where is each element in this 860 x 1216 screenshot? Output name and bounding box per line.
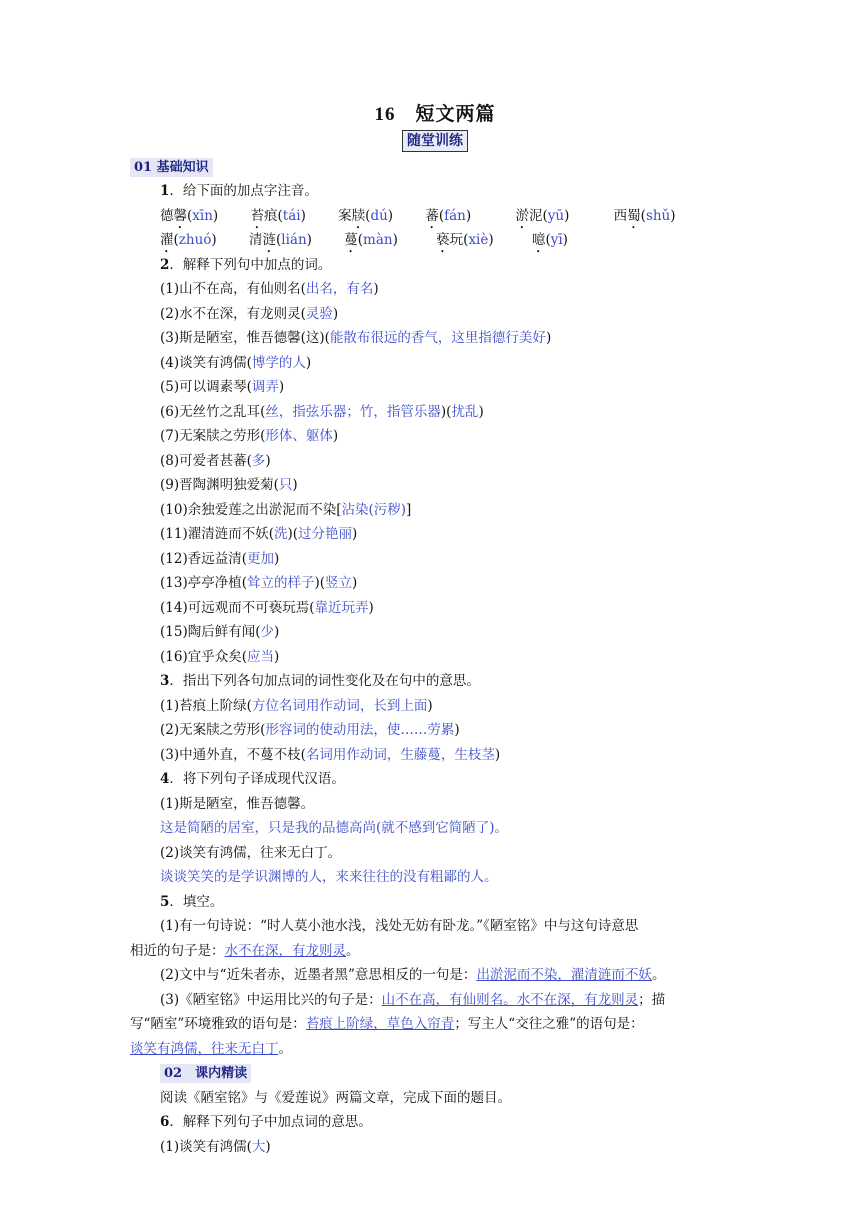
pinyin-item: 噫(yī) (531, 232, 568, 248)
q6-item-1-end: ) (265, 1138, 271, 1155)
q2-item-answer: 只 (278, 477, 293, 493)
q5-p1-prefix: 相近的句子是： (130, 942, 225, 959)
q2-item-answer: 沾染(污秽) (341, 501, 407, 518)
q2-item (130, 620, 740, 645)
q4-answer-2: 谈谈笑笑的是学识渊博的人，来来往往的没有粗鄙的人。 (160, 869, 498, 885)
q5-p1-end: 。 (346, 942, 360, 959)
q2-item-end: ) (265, 452, 271, 469)
q2-item (130, 302, 740, 327)
q2-item-text: (4)谈笑有鸿儒( (160, 354, 252, 371)
q2-item-end: ) (332, 428, 339, 444)
q2-item (130, 571, 740, 596)
q2-item (130, 473, 740, 498)
q6-number: 6 (160, 1114, 170, 1130)
page-title: 16 短文两篇 (374, 104, 496, 125)
q2-item-end: )(过分艳丽) (287, 526, 358, 542)
q2-item-text: (1)山不在高，有仙则名( (160, 281, 306, 297)
q5-p3-mid: ；描 (638, 991, 666, 1008)
q3-item (130, 718, 740, 743)
q2-item (130, 375, 740, 400)
q4-sentence-1: (1)斯是陋室，惟吾德馨。 (160, 795, 315, 812)
q2-item (130, 277, 740, 302)
q2-item-text: (10)余独爱莲之出淤泥而不染[ (160, 501, 342, 518)
q2-item-end: ) (292, 477, 298, 493)
q2-item-answer: 多 (251, 452, 266, 469)
q5-number: 5 (160, 893, 170, 910)
q5-p3-line2 (130, 1012, 740, 1037)
q5-p3-mid-2: ；写主人“交往之雅”的语句是： (454, 1016, 644, 1032)
q2-item (130, 326, 740, 351)
q5-p3-line3 (130, 1037, 740, 1062)
q2-item-end: ) (545, 330, 552, 346)
q2-item (130, 498, 740, 523)
q2-item-text: (7)无案牍之劳形( (160, 428, 266, 444)
q2-item-end: ] (406, 501, 412, 518)
q2-item-end: ) (373, 281, 379, 297)
q2-item-answer: 应当 (246, 648, 274, 665)
q2-item-answer: 出名，有名 (305, 281, 374, 297)
extra-answer: 竖立 (325, 575, 353, 591)
q3-text: ．指出下列各句加点词的词性变化及在句中的意思。 (169, 673, 480, 689)
q2-item-end: ) (273, 624, 280, 640)
q2-list (130, 277, 740, 669)
pinyin-item: 西蜀(shǔ) (613, 207, 676, 224)
q1-row2 (130, 228, 740, 253)
q1-number: 1 (160, 183, 170, 199)
q3-item-end: ) (494, 746, 501, 763)
q2-item (130, 351, 740, 376)
q2-item-answer: 博学的人 (251, 354, 306, 371)
q5-p3-prefix: (3)《陋室铭》中运用比兴的句子是： (160, 991, 382, 1008)
q4-answer-1: 这是简陋的居室，只是我的品德高尚(就不感到它简陋了)。 (160, 820, 509, 836)
q3-number: 3 (160, 673, 170, 689)
q2-item (130, 424, 740, 449)
extra-answer: 扰乱 (451, 403, 479, 420)
q2-item (130, 645, 740, 670)
section-reading-bar (130, 1061, 740, 1086)
q5-p3-prefix-2: 写“陋室”环境雅致的语句是： (130, 1016, 306, 1032)
q2-item-text: (13)亭亭净植( (160, 575, 247, 591)
q6-item-1-text: (1)谈笑有鸿儒( (160, 1138, 252, 1155)
q2-item-answer: 洗 (273, 526, 288, 542)
pinyin-item: 濯(zhuó) (160, 232, 217, 248)
q5-p1-answer: 水不在深，有龙则灵 (224, 942, 346, 959)
q3-item-answer: 形容词的使动用法，使……劳累 (265, 722, 455, 738)
subtitle-wrap (130, 130, 740, 154)
subtitle-badge: 随堂训练 (402, 130, 468, 152)
q3-item-end: ) (454, 722, 460, 738)
q5-p1-line2 (130, 939, 740, 964)
q2-item-answer: 调弄 (251, 379, 279, 395)
q5-p3-answer-3: 谈笑有鸿儒，往来无白丁 (130, 1040, 279, 1057)
q2-stem (130, 253, 740, 278)
q1-text: ．给下面的加点字注音。 (169, 183, 318, 199)
q5-p3-answer-1: 山不在高，有仙则名。水不在深，有龙则灵 (381, 991, 639, 1008)
q5-p1-line1: (1)有一句诗说：“时人莫小池水浅，浅处无妨有卧龙。”《陋室铭》中与这句诗意思 (160, 918, 639, 934)
q6-text: ．解释下列句子中加点词的意思。 (169, 1114, 372, 1130)
q4-sentence-2: (2)谈笑有鸿儒，往来无白丁。 (160, 844, 342, 861)
pinyin-item: 蔓(màn) (344, 232, 398, 248)
section-basic-bar (130, 158, 740, 177)
q2-item-end: ) (332, 305, 339, 322)
q5-text: ．填空。 (169, 893, 224, 910)
q2-number: 2 (160, 256, 170, 273)
q2-item-answer: 灵验 (305, 305, 333, 322)
q3-item-text: (1)苔痕上阶绿( (160, 697, 252, 714)
worksheet-page (130, 100, 740, 1159)
extra-answer: 过分艳丽 (298, 526, 353, 542)
q2-item-text: (2)水不在深，有龙则灵( (160, 305, 306, 322)
q2-item-answer: 更加 (246, 550, 274, 567)
q3-item-answer: 方位名词用作动词，长到上面 (251, 697, 428, 714)
pinyin-item: 德馨(xīn) (160, 207, 219, 224)
pinyin-item: 亵玩(xiè) (436, 232, 494, 248)
q3-list (130, 694, 740, 768)
pinyin-item: 案牍(dú) (338, 207, 394, 224)
q3-stem (130, 669, 740, 694)
q2-item-text: (14)可远观而不可亵玩焉( (160, 599, 315, 616)
q2-item-end: ) (278, 379, 285, 395)
q2-item-text: (11)濯清涟而不妖( (160, 526, 274, 542)
section-reading-label: 02 课内精读 (160, 1064, 251, 1083)
q2-item (130, 449, 740, 474)
q3-item (130, 694, 740, 719)
q3-item-text: (2)无案牍之劳形( (160, 722, 266, 738)
q2-item-text: (3)斯是陋室，惟吾德馨(这)( (160, 330, 330, 346)
q1-row1 (130, 204, 740, 229)
q2-item-answer: 少 (260, 624, 274, 640)
q2-item-answer: 形体、躯体 (265, 428, 333, 444)
q2-item-text: (12)香远益清( (160, 550, 247, 567)
q3-item-text: (3)中通外直，不蔓不枝( (160, 746, 306, 763)
q2-item (130, 400, 740, 425)
q2-item-text: (15)陶后鲜有闻( (160, 624, 261, 640)
q4-number: 4 (160, 771, 170, 787)
pinyin-item: 苔痕(tái) (250, 207, 306, 224)
q3-item-end: ) (427, 697, 433, 714)
q3-item-answer: 名词用作动词，生藤蔓，生枝茎 (305, 746, 495, 763)
pinyin-item: 淤泥(yū) (515, 207, 570, 224)
q5-p3-answer-2: 苔痕上阶绿，草色入帘青 (305, 1016, 455, 1032)
q5-p3-end: 。 (278, 1040, 292, 1057)
q2-item-end: ) (368, 599, 374, 616)
q2-item-end: )(竖立) (314, 575, 358, 591)
q2-item-end: ) (273, 550, 280, 567)
q2-item-text: (5)可以调素琴( (160, 379, 252, 395)
q6-stem (130, 1110, 740, 1135)
q5-p2-answer: 出淤泥而不染，濯清涟而不妖 (476, 967, 652, 983)
q2-item-text: (6)无丝竹之乱耳( (160, 403, 266, 420)
q3-item (130, 743, 740, 768)
q2-item-end: ) (305, 354, 312, 371)
q2-item (130, 596, 740, 621)
q2-item-answer: 靠近玩弄 (314, 599, 369, 616)
q5-p3-line1 (130, 988, 740, 1013)
q2-text: ．解释下列句中加点的词。 (169, 256, 332, 273)
q2-item-text: (8)可爱者甚蕃( (160, 452, 252, 469)
q6-item-1-answer: 大 (251, 1138, 266, 1155)
q6-item-1 (130, 1135, 740, 1160)
q4-text: ．将下列句子译成现代汉语。 (169, 771, 345, 787)
q2-item-answer: 耸立的样子 (246, 575, 315, 591)
q5-p2-end: 。 (651, 967, 666, 983)
section-basic-label: 01 基础知识 (130, 158, 213, 177)
q2-item-text: (16)宜乎众矣( (160, 648, 247, 665)
reading-intro: 阅读《陋室铭》与《爱莲说》两篇文章，完成下面的题目。 (160, 1089, 511, 1106)
pinyin-item: 蕃(fán) (425, 207, 472, 224)
q2-item-answer: 能散布很远的香气，这里指德行美好 (329, 330, 546, 346)
pinyin-item: 清涟(lián) (249, 232, 312, 248)
q2-item-end: ) (273, 648, 280, 665)
q2-item (130, 522, 740, 547)
q1-stem (130, 179, 740, 204)
q2-item-text: (9)晋陶渊明独爱菊( (160, 477, 279, 493)
q5-stem (130, 890, 740, 915)
q2-item (130, 547, 740, 572)
q2-item-end: )(扰乱) (440, 403, 484, 420)
q2-item-answer: 丝，指弦乐器；竹，指管乐器 (265, 403, 441, 420)
q4-stem (130, 767, 740, 792)
q5-p2 (130, 963, 740, 988)
q5-p2-prefix: (2)文中与“近朱者赤，近墨者黑”意思相反的一句是： (160, 967, 477, 983)
